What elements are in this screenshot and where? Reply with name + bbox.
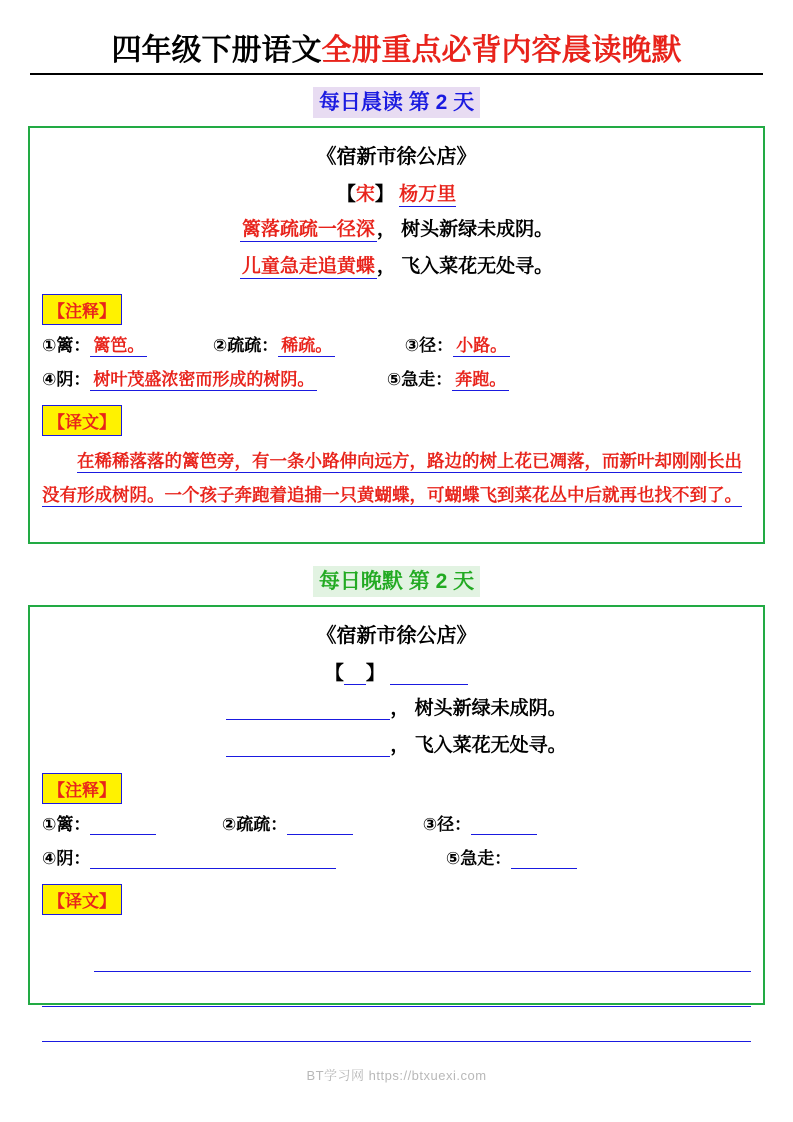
evening-note-1-num: ① — [42, 815, 57, 835]
evening-note-5-blank[interactable] — [511, 852, 577, 869]
note-4-num: ④ — [42, 369, 57, 389]
author-name: 杨万里 — [399, 183, 457, 205]
evening-author-blank[interactable] — [390, 667, 468, 685]
note-1-term: 篱： — [56, 335, 91, 355]
evening-translation-write-area — [42, 937, 751, 1042]
note-1-num: ① — [42, 335, 57, 355]
evening-note-3-num: ③ — [422, 815, 438, 835]
evening-dynasty-open-bracket: 【 — [324, 663, 344, 685]
dynasty-name: 宋 — [355, 183, 375, 205]
note-2-term: 疏疏： — [227, 335, 279, 355]
note-3-num: ③ — [404, 335, 420, 355]
morning-notes-row-2 — [42, 365, 751, 390]
evening-note-3-term: 径： — [437, 815, 472, 835]
evening-poem-title: 《宿新市徐公店》 — [316, 625, 477, 648]
morning-poem-line-1 — [42, 214, 751, 241]
morning-translation-label: 【译文】 — [42, 405, 122, 436]
dynasty-close-bracket: 】 — [374, 183, 394, 205]
evening-notes-tag-row — [42, 767, 751, 810]
morning-notes-tag-row — [42, 288, 751, 331]
evening-poem-line-2-second-half: ， 飞入菜花无处寻。 — [390, 735, 567, 757]
note-1-answer: 篱笆。 — [90, 336, 147, 357]
morning-translation-tag-row — [42, 399, 751, 442]
morning-section-heading — [28, 87, 765, 118]
evening-note-4-num: ④ — [42, 849, 57, 869]
note-4-answer: 树叶茂盛浓密而形成的树阴。 — [90, 370, 317, 391]
note-2-answer: 稀疏。 — [278, 336, 335, 357]
morning-poem-title: 《宿新市徐公店》 — [316, 145, 477, 168]
write-line-3[interactable] — [42, 1007, 751, 1042]
morning-translation-text: 在稀稀落落的篱笆旁，有一条小路伸向远方，路边的树上花已凋落，而新叶却刚刚长出没有形成树阴。一个孩子奔跑着追捕一只黄蝴蝶，可蝴蝶飞到菜花丛中后就再也找不到了。 — [42, 450, 742, 505]
note-5-num: ⑤ — [386, 369, 402, 389]
evening-poem-line-1-blank[interactable] — [226, 702, 390, 720]
morning-content-box — [28, 126, 765, 544]
evening-note-2-term: 疏疏： — [236, 815, 288, 835]
note-2-num: ② — [212, 335, 228, 355]
write-line-2[interactable] — [42, 972, 751, 1007]
morning-notes-row-1 — [42, 331, 751, 356]
page-title-black: 四年级下册语文 — [111, 34, 322, 67]
evening-notes-label: 【注释】 — [42, 773, 122, 804]
note-5-answer: 奔跑。 — [452, 370, 509, 391]
morning-translation-text-wrap — [42, 444, 751, 512]
page-title — [30, 34, 763, 75]
footer-watermark: BT学习网 https://btxuexi.com — [306, 1068, 487, 1083]
evening-note-4-blank[interactable] — [90, 852, 336, 869]
dynasty-open-bracket: 【 — [336, 183, 356, 205]
evening-poem-line-1-second-half: ， 树头新绿未成阴。 — [390, 698, 567, 720]
evening-note-1-term: 篱： — [56, 815, 91, 835]
evening-heading-label: 每日晚默 第 2 天 — [313, 566, 480, 597]
evening-section-heading — [28, 566, 765, 597]
evening-poem-line-2-blank[interactable] — [226, 739, 390, 757]
evening-note-5-term: 急走： — [460, 849, 512, 869]
morning-notes-label: 【注释】 — [42, 294, 122, 325]
evening-poem-author-line — [42, 658, 751, 685]
poem-line-1-first-half: 篱落疏疏一径深 — [241, 218, 375, 240]
evening-note-2-blank[interactable] — [287, 818, 353, 835]
note-5-term: 急走： — [401, 369, 453, 389]
note-3-term: 径： — [419, 335, 454, 355]
note-4-term: 阴： — [56, 369, 91, 389]
evening-dynasty-blank[interactable] — [344, 667, 366, 685]
evening-note-1-blank[interactable] — [90, 818, 156, 835]
evening-poem-line-2 — [42, 730, 751, 757]
page-title-red: 全册重点必背内容晨读晚默 — [321, 34, 682, 67]
evening-notes-row-2 — [42, 844, 751, 869]
write-line-1[interactable] — [94, 937, 751, 972]
evening-content-box — [28, 605, 765, 1005]
evening-note-4-term: 阴： — [56, 849, 91, 869]
morning-heading-label: 每日晨读 第 2 天 — [313, 87, 480, 118]
evening-note-3-blank[interactable] — [471, 818, 537, 835]
morning-poem-author-line — [42, 179, 751, 206]
evening-translation-label: 【译文】 — [42, 884, 122, 915]
poem-line-2-first-half: 儿童急走追黄蝶 — [241, 255, 375, 277]
morning-poem-line-2 — [42, 251, 751, 278]
note-3-answer: 小路。 — [453, 336, 510, 357]
evening-note-5-num: ⑤ — [445, 849, 461, 869]
poem-line-2-second-half: ， 飞入菜花无处寻。 — [376, 255, 554, 277]
poem-line-1-second-half: ， 树头新绿未成阴。 — [376, 218, 554, 240]
evening-dynasty-close-bracket: 】 — [365, 663, 385, 685]
evening-notes-row-1 — [42, 810, 751, 835]
evening-poem-line-1 — [42, 693, 751, 720]
evening-note-2-num: ② — [221, 815, 237, 835]
evening-translation-tag-row — [42, 878, 751, 921]
